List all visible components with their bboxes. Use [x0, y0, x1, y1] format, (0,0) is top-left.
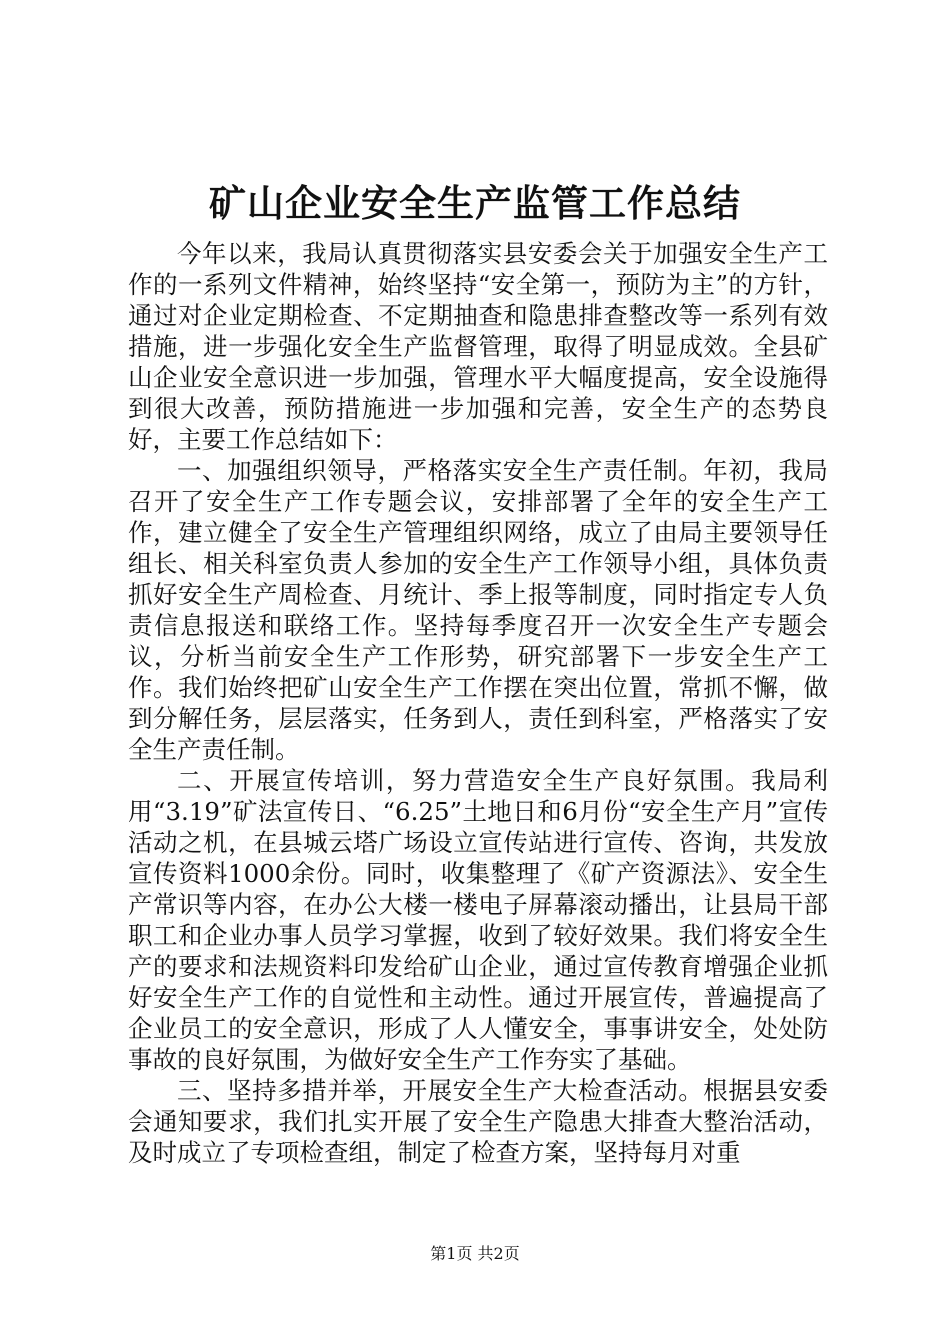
paragraph-section-2: 二、开展宣传培训，努力营造安全生产良好氛围。我局利用“3.19”矿法宣传日、“6.25”土地日和6月份“安全生产月”宣传活动之机，在县城云塔广场设立宣传站进行宣传、咨询，共发放宣传资料1000余份。同时，收集整理了《矿产资源法》、安全生产常识等内容，在办公大楼一楼电子屏幕滚动播出，让县局干部职工和企业办事人员学习掌握，收到了较好效果。我们将安全生产的要求和法规资料印发给矿山企业，通过宣传教育增强企业抓好安全生产工作的自觉性和主动性。通过开展宣传，普遍提高了企业员工的安全意识，形成了人人懂安全，事事讲安全，处处防事故的良好氛围，为做好安全生产工作夯实了基础。 [128, 766, 828, 1074]
document-title: 矿山企业安全生产监管工作总结 [209, 181, 741, 225]
paragraph-section-1: 一、加强组织领导，严格落实安全生产责任制。年初，我局召开了安全生产工作专题会议，安排部署了全年的安全生产工作，建立健全了安全生产管理组织网络，成立了由局主要领导任组长、相关科室负责人参加的安全生产工作领导小组，具体负责抓好安全生产周检查、月统计、季上报等制度，同时指定专人负责信息报送和联络工作。坚持每季度召开一次安全生产专题会议，分析当前安全生产工作形势，研究部署下一步安全生产工作。我们始终把矿山安全生产工作摆在突出位置，常抓不懈，做到分解任务，层层落实，任务到人，责任到科室，严格落实了安全生产责任制。 [128, 456, 828, 764]
page-number-footer: 第1页 共2页 [430, 1244, 520, 1263]
paragraph-section-3: 三、坚持多措并举，开展安全生产大检查活动。根据县安委会通知要求，我们扎实开展了安全生产隐患大排查大整治活动，及时成立了专项检查组，制定了检查方案，坚持每月对重 [128, 1076, 828, 1167]
document-body [128, 238, 828, 1168]
paragraph-intro: 今年以来，我局认真贯彻落实县安委会关于加强安全生产工作的一系列文件精神，始终坚持“安全第一，预防为主”的方针，通过对企业定期检查、不定期抽查和隐患排查整改等一系列有效措施，进一步强化安全生产监督管理，取得了明显成效。全县矿山企业安全意识进一步加强，管理水平大幅度提高，安全设施得到很大改善，预防措施进一步加强和完善，安全生产的态势良好，主要工作总结如下： [128, 239, 828, 454]
